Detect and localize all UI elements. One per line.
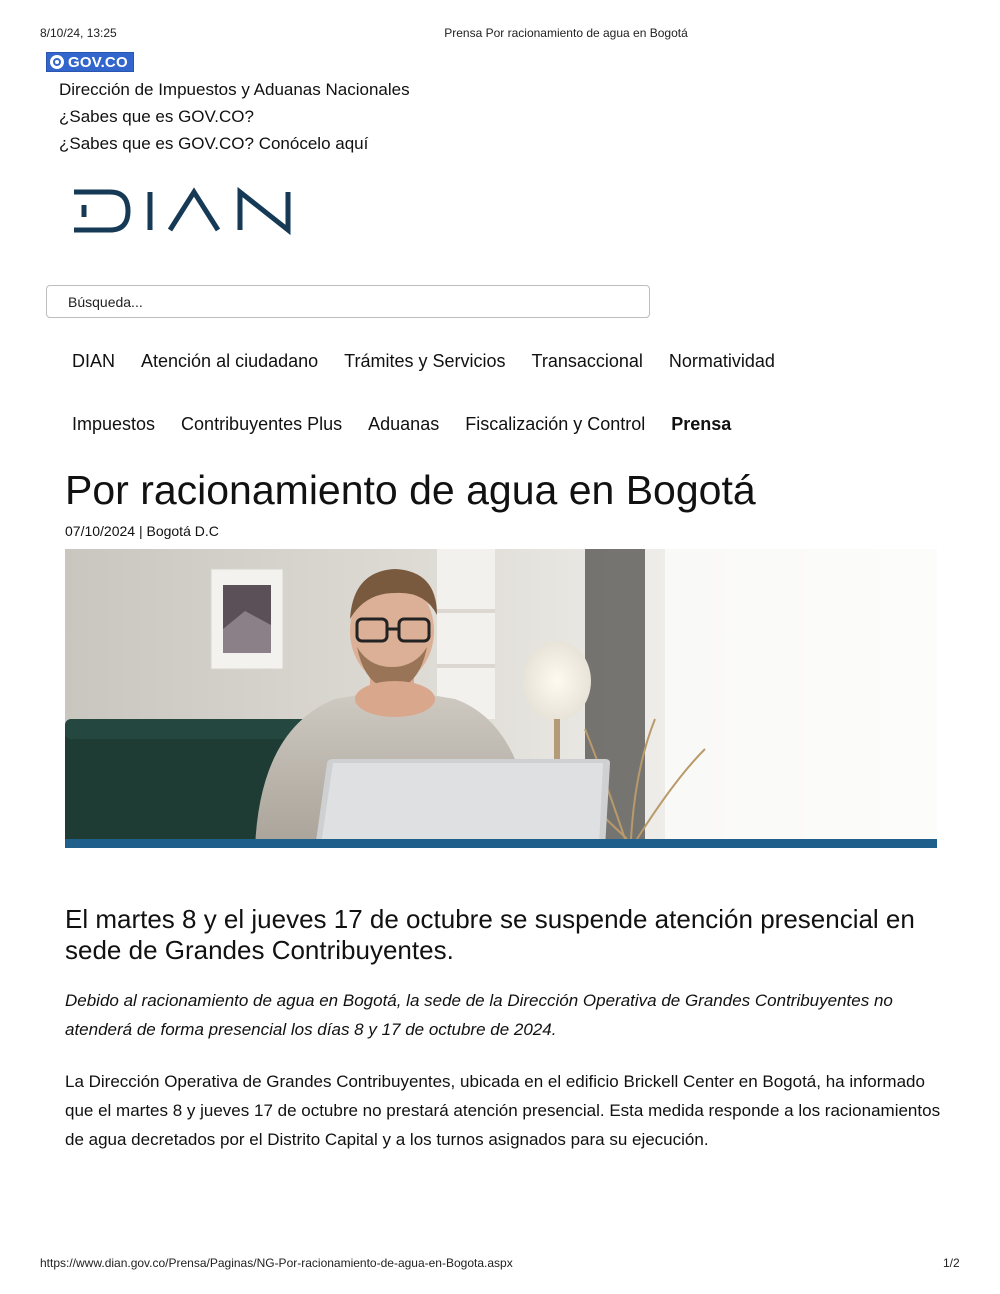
search-input[interactable] <box>46 285 650 318</box>
article-body: La Dirección Operativa de Grandes Contribuyentes, ubicada en el edificio Brickell Center en Bogotá, ha informado que el martes 8 y jueves 17 de octubre no prestará atención presencial. Esta medida responde a los racionamientos de agua decretados por el Distrito Capital y a los turnos asignados para su ejecución. <box>65 1072 941 1149</box>
article-lead: Debido al racionamiento de agua en Bogotá, la sede de la Dirección Operativa de Grandes Contribuyentes no atenderá de forma presencial los días 8 y 17 de octubre de 2024. <box>65 991 893 1039</box>
hero-image <box>65 549 937 848</box>
govco-logo[interactable] <box>46 52 134 72</box>
nav-item-tramites-servicios[interactable]: Trámites y Servicios <box>344 351 506 371</box>
nav-item-impuestos[interactable]: Impuestos <box>72 414 156 434</box>
nav-item-normatividad[interactable]: Normatividad <box>668 351 775 371</box>
nav-item-dian[interactable]: DIAN <box>72 351 116 371</box>
nav-item-contribuyentes-plus[interactable]: Contribuyentes Plus <box>181 414 343 434</box>
print-tab-title: Prensa Por racionamiento de agua en Bogotá <box>444 26 688 40</box>
govco-question[interactable]: ¿Sabes que es GOV.CO? <box>59 107 254 126</box>
govco-logo-text: GOV.CO <box>68 53 128 71</box>
dian-logo-text: DIAN <box>72 186 75 187</box>
article-subtitle: El martes 8 y el jueves 17 de octubre se suspende atención presencial en sede de Grandes Contribuyentes. <box>65 904 915 965</box>
article-meta: 07/10/2024 | Bogotá D.C <box>65 523 219 539</box>
print-page-number: 1/2 <box>943 1256 960 1270</box>
nav-item-prensa[interactable]: Prensa <box>671 414 732 434</box>
article-title: Por racionamiento de agua en Bogotá <box>65 467 756 513</box>
print-datetime: 8/10/24, 13:25 <box>40 26 117 40</box>
nav-item-atencion-ciudadano[interactable]: Atención al ciudadano <box>141 351 319 371</box>
print-footer-url: https://www.dian.gov.co/Prensa/Paginas/NG-Por-racionamiento-de-agua-en-Bogota.aspx <box>40 1256 513 1270</box>
dian-logo[interactable] <box>72 186 332 236</box>
nav-item-fiscalizacion-control[interactable]: Fiscalización y Control <box>465 414 646 434</box>
govco-seal-icon <box>50 55 64 69</box>
govco-know-more-link[interactable]: ¿Sabes que es GOV.CO? Conócelo aquí <box>59 134 369 153</box>
nav-item-aduanas[interactable]: Aduanas <box>368 414 440 434</box>
main-nav-row-2 <box>72 414 757 435</box>
nav-item-transaccional[interactable]: Transaccional <box>531 351 643 371</box>
entity-name-link[interactable]: Dirección de Impuestos y Aduanas Nacionales <box>59 80 410 99</box>
main-nav-row-1 <box>72 351 801 372</box>
